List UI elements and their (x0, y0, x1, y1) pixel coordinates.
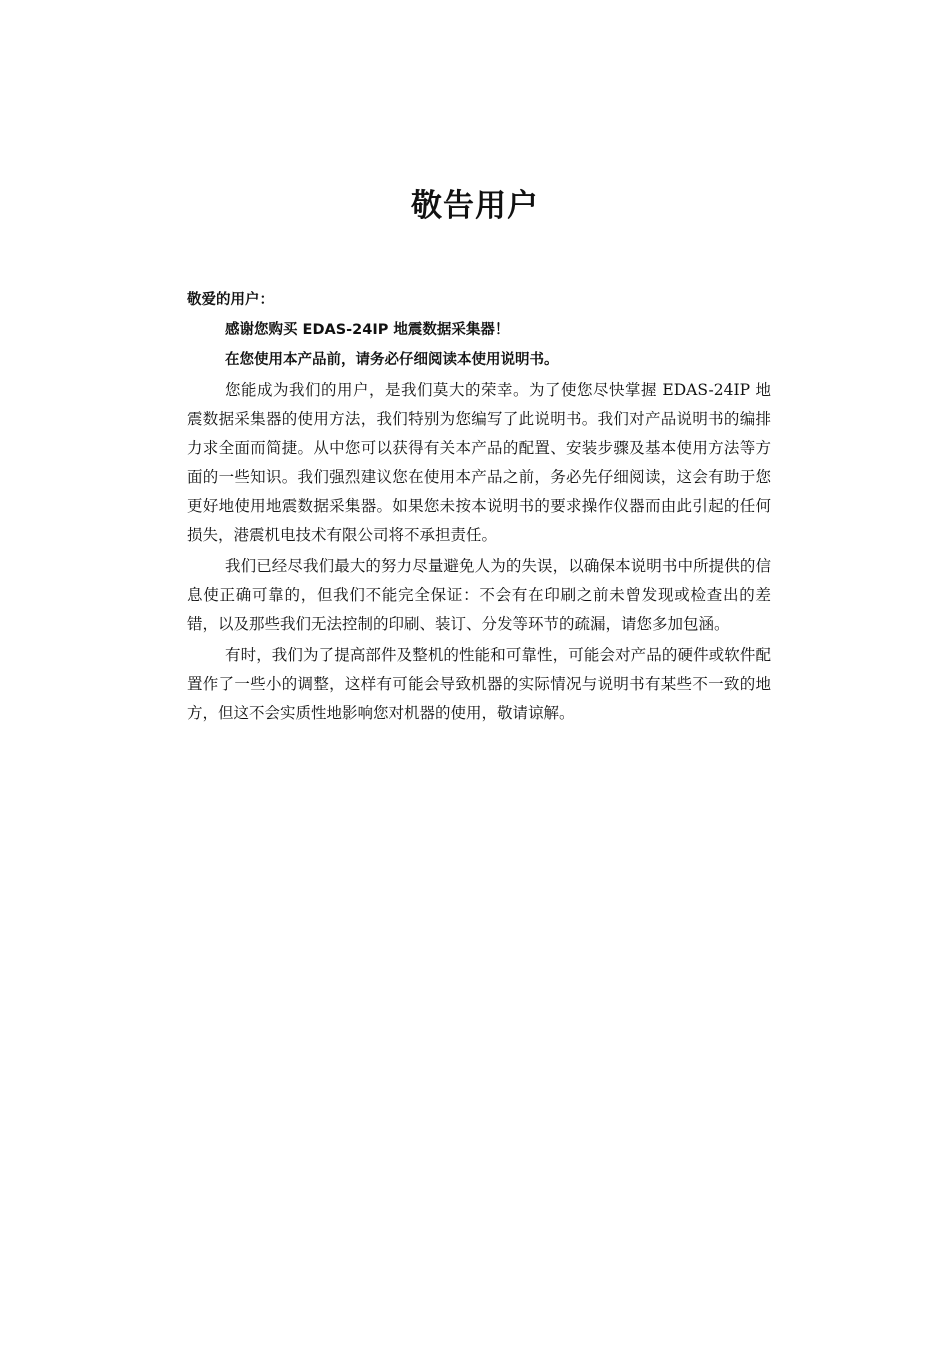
paragraph-adjustments: 有时，我们为了提高部件及整机的性能和可靠性，可能会对产品的硬件或软件配置作了一些小的调整，这样有可能会导致机器的实际情况与说明书有某些不一致的地方，但这不会实质性地影响您对机器的使用，敬请谅解。 (187, 646, 771, 722)
notice-body (187, 286, 771, 728)
read-manual-line: 在您使用本产品前，请务必仔细阅读本使用说明书。 (225, 352, 559, 368)
thanks-line: 感谢您购买 EDAS-24IP 地震数据采集器！ (225, 322, 510, 338)
salutation: 敬爱的用户： (187, 292, 274, 308)
paragraph-errors: 我们已经尽我们最大的努力尽量避免人为的失误，以确保本说明书中所提供的信息使正确可靠的，但我们不能完全保证：不会有在印刷之前未曾发现或检查出的差错，以及那些我们无法控制的印刷、装订、分发等环节的疏漏，请您多加包涵。 (187, 557, 771, 633)
page-title: 敬告用户 (411, 188, 539, 224)
paragraph-intro: 您能成为我们的用户，是我们莫大的荣幸。为了使您尽快掌握 EDAS-24IP 地震数据采集器的使用方法，我们特别为您编写了此说明书。我们对产品说明书的编排力求全面而简捷。从中您可以获得有关本产品的配置、安装步骤及基本使用方法等方面的一些知识。我们强烈建议您在使用本产品之前，务必先仔细阅读，这会有助于您更好地使用地震数据采集器。如果您未按本说明书的要求操作仪器而由此引起的任何损失，港震机电技术有限公司将不承担责任。 (187, 381, 771, 544)
